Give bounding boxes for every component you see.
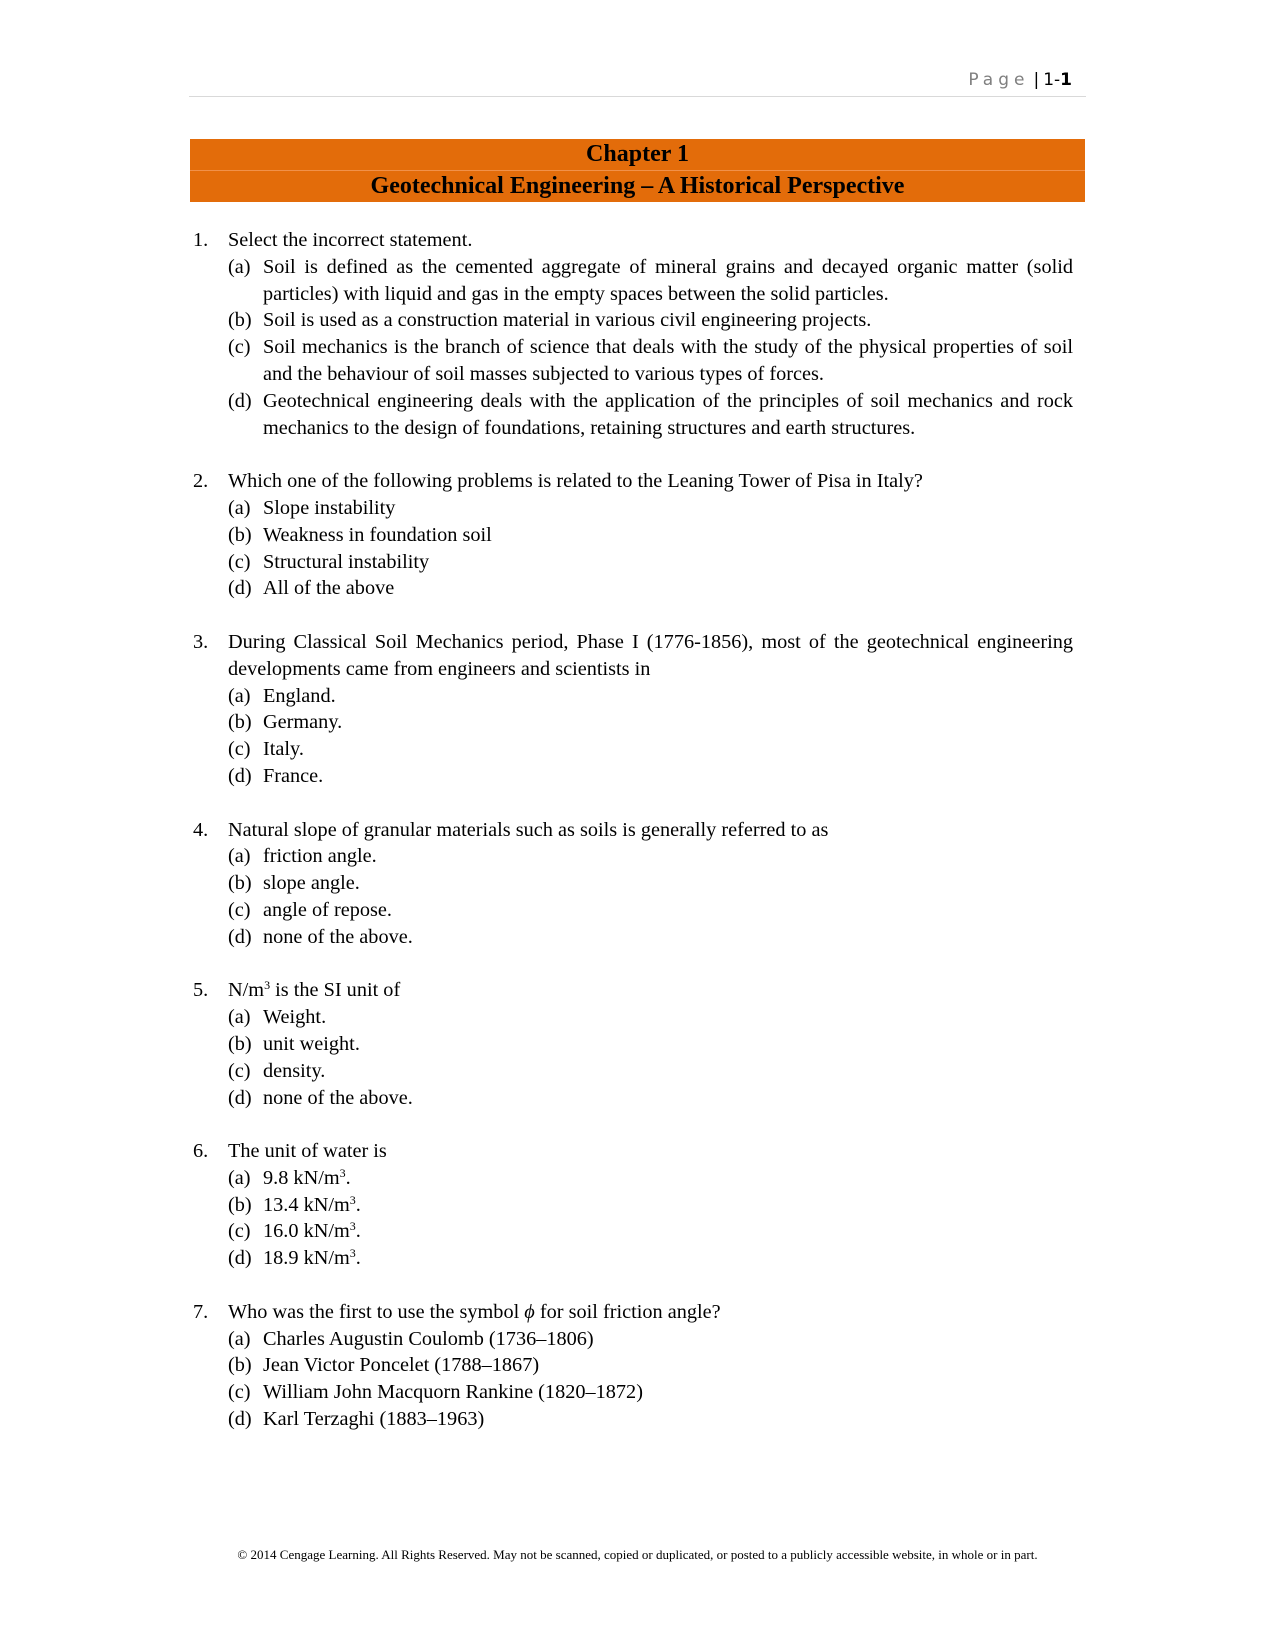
option-d	[228, 388, 1073, 442]
option-label: (a)	[228, 255, 251, 278]
option-d	[228, 575, 1073, 602]
option-a	[228, 1004, 1073, 1031]
question-3	[193, 629, 1073, 790]
question-number: 1.	[193, 229, 209, 251]
question-text: Natural slope of granular materials such as soils is generally referred to as	[228, 818, 829, 841]
option-label: (a)	[228, 1327, 251, 1350]
option-text: Germany.	[263, 711, 343, 734]
question-text	[228, 977, 1073, 1004]
question-text: Select the incorrect statement.	[228, 229, 473, 251]
question-number: 7.	[193, 1300, 209, 1323]
option-label: (b)	[228, 1032, 252, 1055]
page-number	[968, 70, 1072, 90]
option-end: .	[355, 1220, 361, 1243]
page-label: Page	[968, 70, 1030, 90]
option-label: (b)	[228, 872, 252, 895]
page-prefix: 1-	[1043, 70, 1061, 90]
option-label: (c)	[228, 336, 251, 359]
option-text: Soil is used as a construction material in various civil engineering projects.	[263, 309, 872, 332]
option-value: 13.4 kN/m	[263, 1193, 350, 1216]
option-d	[228, 763, 1073, 790]
question-text	[228, 1299, 1073, 1326]
option-b	[228, 522, 1073, 549]
option-value: 9.8 kN/m	[263, 1166, 340, 1189]
option-label: (a)	[228, 684, 251, 707]
question-number: 3.	[193, 630, 209, 653]
option-text: angle of repose.	[263, 898, 392, 921]
question-7	[193, 1299, 1073, 1433]
superscript: 3	[339, 1165, 346, 1180]
question-text: The unit of water is	[228, 1140, 387, 1163]
option-label: (b)	[228, 309, 252, 332]
question-number: 2.	[193, 470, 209, 493]
option-d	[228, 1406, 1073, 1433]
option-label: (d)	[228, 389, 252, 412]
chapter-subtitle: Geotechnical Engineering – A Historical Perspective	[370, 173, 905, 199]
option-label: (d)	[228, 764, 252, 787]
option-b	[228, 709, 1073, 736]
option-d	[228, 924, 1073, 951]
option-c	[228, 897, 1073, 924]
option-text	[263, 1218, 1073, 1245]
option-a	[228, 495, 1073, 522]
option-label: (d)	[228, 1408, 252, 1431]
option-a	[228, 843, 1073, 870]
option-label: (d)	[228, 925, 252, 948]
option-text: Structural instability	[263, 550, 430, 573]
option-label: (c)	[228, 898, 251, 921]
page-separator: |	[1033, 70, 1040, 90]
question-4	[193, 817, 1073, 951]
copyright-footer: © 2014 Cengage Learning. All Rights Reserved. May not be scanned, copied or duplicated, or posted to a publicly accessible website, in whole or in part.	[237, 1547, 1038, 1562]
option-b	[228, 870, 1073, 897]
option-text: none of the above.	[263, 1086, 413, 1109]
option-end: .	[355, 1247, 361, 1270]
option-text: Weakness in foundation soil	[263, 523, 492, 546]
option-label: (b)	[228, 711, 252, 734]
superscript: 3	[349, 1192, 356, 1207]
option-label: (c)	[228, 1381, 251, 1404]
option-value: 16.0 kN/m	[263, 1220, 350, 1243]
option-label: (b)	[228, 1354, 252, 1377]
option-label: (c)	[228, 550, 251, 573]
option-c	[228, 1379, 1073, 1406]
option-end: .	[355, 1193, 361, 1216]
option-label: (a)	[228, 496, 251, 519]
question-1	[193, 227, 1073, 441]
option-label: (a)	[228, 845, 251, 868]
option-text: Italy.	[263, 738, 304, 761]
option-text: Weight.	[263, 1006, 327, 1029]
option-text	[263, 1192, 1073, 1219]
option-label: (d)	[228, 1247, 252, 1270]
option-c	[228, 1218, 1073, 1245]
superscript: 3	[349, 1246, 356, 1261]
question-text-part: Who was the first to use the symbol	[228, 1300, 525, 1323]
page-value	[1043, 70, 1072, 90]
option-c	[228, 334, 1073, 388]
option-label: (c)	[228, 1059, 251, 1082]
option-text: none of the above.	[263, 925, 413, 948]
option-b	[228, 1192, 1073, 1219]
option-label: (c)	[228, 738, 251, 761]
option-text: Slope instability	[263, 496, 396, 519]
question-text: Which one of the following problems is related to the Leaning Tower of Pisa in Italy?	[228, 470, 923, 493]
option-label: (a)	[228, 1166, 251, 1189]
question-list	[193, 227, 1073, 1460]
phi-symbol: ϕ	[524, 1300, 535, 1323]
question-6	[193, 1138, 1073, 1272]
chapter-title-banner	[190, 139, 1085, 202]
option-c	[228, 736, 1073, 763]
option-text: Geotechnical engineering deals with the application of the principles of soil mechanics and rock mechanics to the design of foundations, retaining structures and earth structures.	[263, 389, 1073, 439]
option-text: Charles Augustin Coulomb (1736–1806)	[263, 1327, 594, 1350]
option-b	[228, 1352, 1073, 1379]
option-label: (b)	[228, 523, 252, 546]
option-a	[228, 1165, 1073, 1192]
option-text: All of the above	[263, 577, 395, 600]
option-text: slope angle.	[263, 872, 360, 895]
option-c	[228, 549, 1073, 576]
option-b	[228, 307, 1073, 334]
question-2	[193, 468, 1073, 602]
option-end: .	[345, 1166, 351, 1189]
option-text: Soil mechanics is the branch of science that deals with the study of the physical properties of soil and the behaviour of soil masses subjected to various types of forces.	[263, 336, 1073, 385]
superscript: 3	[264, 978, 271, 993]
option-a	[228, 1326, 1073, 1353]
option-d	[228, 1245, 1073, 1272]
page-header	[189, 68, 1086, 97]
option-text: unit weight.	[263, 1032, 360, 1055]
question-number: 6.	[193, 1140, 209, 1163]
question-text-part: N/m	[228, 979, 265, 1002]
option-text: France.	[263, 764, 324, 787]
option-text: Karl Terzaghi (1883–1963)	[263, 1408, 485, 1431]
question-5	[193, 977, 1073, 1111]
option-b	[228, 1031, 1073, 1058]
option-label: (d)	[228, 1086, 252, 1109]
option-label: (c)	[228, 1220, 251, 1243]
option-value: 18.9 kN/m	[263, 1247, 350, 1270]
option-a	[228, 254, 1073, 308]
option-c	[228, 1058, 1073, 1085]
question-number: 4.	[193, 818, 209, 841]
option-text: friction angle.	[263, 845, 377, 868]
option-label: (a)	[228, 1006, 251, 1029]
option-text: density.	[263, 1059, 326, 1082]
question-number: 5.	[193, 979, 209, 1002]
question-text-part: is the SI unit of	[270, 979, 401, 1002]
option-text: England.	[263, 684, 336, 707]
option-text	[263, 1245, 1073, 1272]
option-d	[228, 1085, 1073, 1112]
option-text: William John Macquorn Rankine (1820–1872)	[263, 1381, 643, 1404]
chapter-title: Chapter 1	[190, 139, 1085, 171]
option-label: (b)	[228, 1193, 252, 1216]
question-text-part: for soil friction angle?	[534, 1300, 721, 1323]
superscript: 3	[349, 1219, 356, 1234]
option-text	[263, 1165, 1073, 1192]
option-a	[228, 683, 1073, 710]
option-label: (d)	[228, 577, 252, 600]
option-text: Soil is defined as the cemented aggregate of mineral grains and decayed organic matter (solid particles) with liquid and gas in the empty spaces between the solid particles.	[263, 255, 1073, 305]
question-text: During Classical Soil Mechanics period, Phase I (1776-1856), most of the geotechnical engineering developments came from engineers and scientists in	[228, 630, 1073, 680]
page-number-value: 1	[1060, 70, 1072, 90]
option-text: Jean Victor Poncelet (1788–1867)	[263, 1354, 540, 1377]
